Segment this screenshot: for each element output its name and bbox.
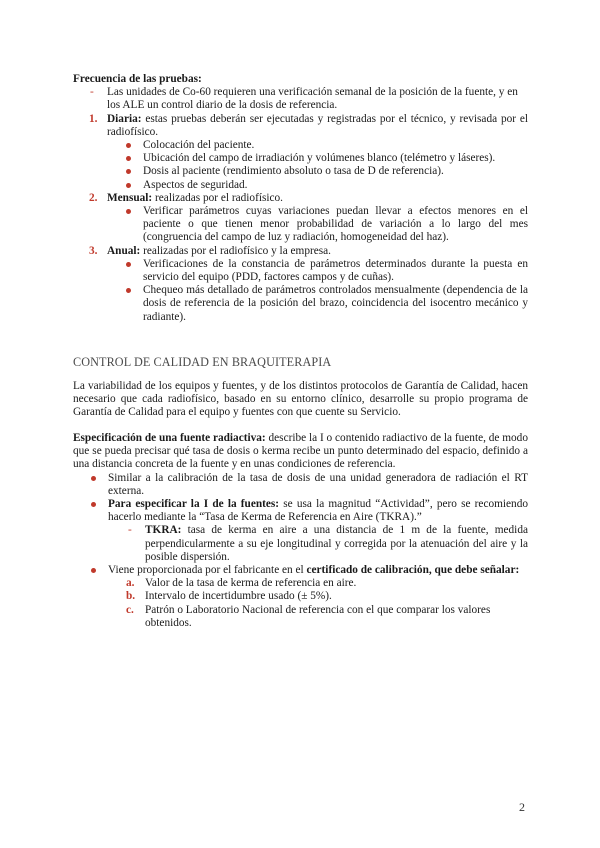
section-especificacion xyxy=(73,432,528,630)
bullet-icon xyxy=(91,502,96,507)
list-item: a. Valor de la tasa de kerma de referencia en aire. xyxy=(126,577,357,590)
daily-bullets xyxy=(73,139,528,192)
item-label: Anual: xyxy=(107,244,141,257)
list-number: 2. xyxy=(89,191,98,204)
bullet-icon xyxy=(126,169,131,174)
section-frecuencia xyxy=(73,73,528,324)
bullet-icon xyxy=(126,288,131,293)
list-item: - TKRA: tasa de kerma en aire a una distancia de 1 m de la fuente, medida perpendicularmente a su eje longitudinal y corregida por la atenuación del aire y la posible dispersión. xyxy=(128,524,528,563)
item-text: estas pruebas deberán ser ejecutadas y registradas por el técnico, y revisada por el radiofísico. xyxy=(107,112,528,138)
paragraph: La variabilidad de los equipos y fuentes, y de los distintos protocolos de Garantía de Calidad, hacen necesario que cada radiofísico, basado en su entorno clínico, desarrolle su propio programa de Garantía de Calidad para el equipo y fuentes con que cuente su Servicio. xyxy=(73,380,528,419)
bullet-icon xyxy=(126,262,131,267)
item-text: realizadas por el radiofísico y la empresa. xyxy=(140,244,331,257)
list-item: Aspectos de seguridad. xyxy=(143,179,528,192)
list-item xyxy=(73,245,528,258)
list-number: 3. xyxy=(89,244,98,257)
section-heading: Frecuencia de las pruebas: xyxy=(73,73,202,85)
certificate-list xyxy=(73,577,528,630)
section-title-braquiterapia: CONTROL DE CALIDAD EN BRAQUITERAPIA xyxy=(73,355,332,369)
list-letter: a. xyxy=(126,577,135,590)
bullet-icon xyxy=(126,183,131,188)
list-item xyxy=(73,86,528,112)
frequency-list xyxy=(73,113,528,139)
item-text: realizadas por el radiofísico. xyxy=(152,191,283,204)
list-item xyxy=(73,192,528,205)
intro-list xyxy=(73,86,528,112)
list-item: Chequeo más detallado de parámetros controlados mensualmente (dependencia de la dosis de referencia de la posición del brazo, coincidencia del isocentro mecánico y radiante). xyxy=(143,284,528,324)
list-item: Para especificar la I de la fuentes: se usa la magnitud “Actividad”, pero se recomiendo hacerlo mediante la “Tasa de Kerma de Referencia en Aire (TKRA).” xyxy=(108,498,528,524)
spec-bullets xyxy=(73,472,528,525)
annual-bullets xyxy=(73,258,528,324)
dash-marker: - xyxy=(90,86,94,99)
bullet-icon xyxy=(126,156,131,161)
bullet-icon xyxy=(126,143,131,148)
tkra-list xyxy=(73,524,528,564)
bullet-icon xyxy=(91,568,96,573)
list-item: Viene proporcionada por el fabricante en el certificado de calibración, que debe señalar: xyxy=(108,564,528,577)
list-letter: c. xyxy=(126,603,134,616)
monthly-bullets xyxy=(73,205,528,245)
list-item: b. Intervalo de incertidumbre usado (± 5%). xyxy=(126,590,332,603)
lead-bold: Especificación de una fuente radiactiva: xyxy=(73,432,266,444)
list-item: Similar a la calibración de la tasa de dosis de una unidad generadora de radiación el RT externa. xyxy=(108,472,528,498)
list-item: Verificar parámetros cuyas variaciones puedan llevar a efectos menores en el paciente o que tienen menor probabilidad de variación a lo largo del mes (congruencia del campo de luz y radiación, homogeneidad del haz). xyxy=(143,205,528,245)
item-label: Diaria: xyxy=(107,112,142,125)
list-number: 1. xyxy=(89,112,98,125)
bullet-icon xyxy=(126,209,131,214)
item-label: Mensual: xyxy=(107,191,153,204)
list-item: c. Patrón o Laboratorio Nacional de referencia con el que comparar los valores obtenidos. xyxy=(126,603,491,629)
section-braquiterapia xyxy=(73,380,528,420)
list-letter: b. xyxy=(126,590,136,603)
intro-text: Las unidades de Co-60 requieren una verificación semanal de la posición de la fuente, y en los ALE un control diario de la dosis de referencia. xyxy=(107,86,518,112)
list-item: Ubicación del campo de irradiación y volúmenes blanco (telémetro y láseres). xyxy=(143,152,528,165)
paragraph xyxy=(73,432,528,472)
list-item xyxy=(73,113,528,139)
list-item: Colocación del paciente. xyxy=(143,139,528,152)
page-number: 2 xyxy=(519,800,525,814)
lead-text: describe la I o contenido radiactivo de la fuente, de modo que se pueda precisar qué tasa de dosis o kerma recibe un punto determinado del espacio, definido a una distancia concreta de la fuente y en unas condiciones de referencia. xyxy=(73,432,528,471)
list-item: Dosis al paciente (rendimiento absoluto o tasa de D de referencia). xyxy=(143,165,528,178)
bullet-icon xyxy=(91,476,96,481)
dash-marker: - xyxy=(128,524,132,537)
list-item: Verificaciones de la constancia de parámetros determinados durante la puesta en servicio del equipo (PDD, factores campos y de cuñas). xyxy=(143,258,528,284)
